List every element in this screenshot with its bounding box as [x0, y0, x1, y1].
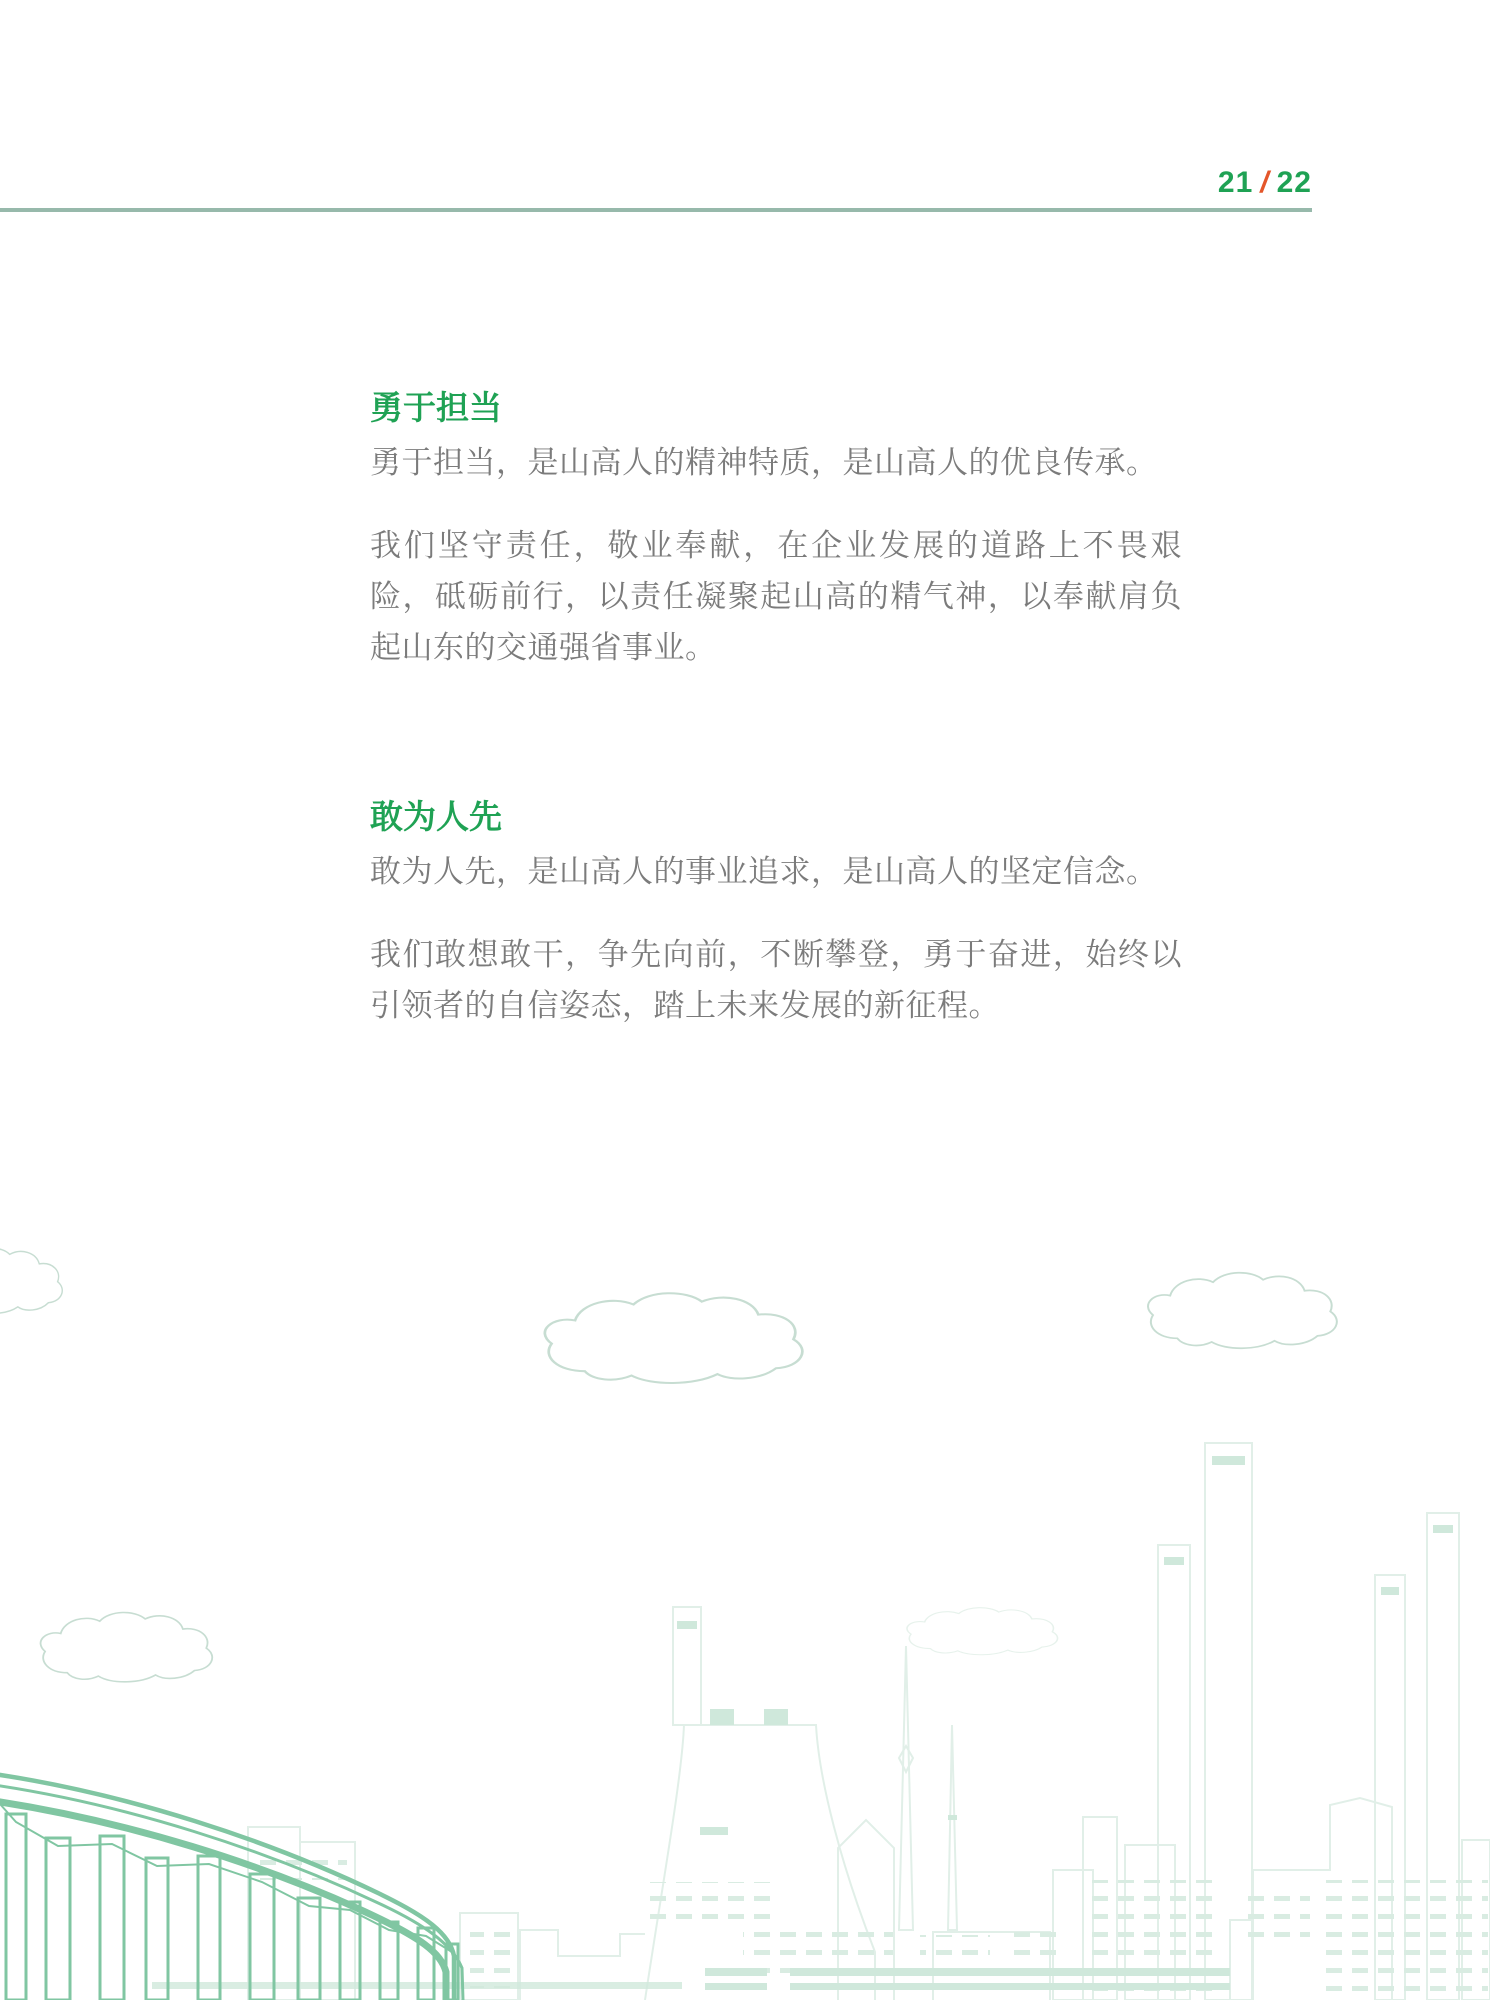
footer-illustration	[0, 1230, 1490, 2000]
section-ganweirenxian	[370, 797, 1182, 1031]
section-paragraph: 勇于担当，是山高人的精神特质，是山高人的优良传承。	[370, 445, 1158, 480]
stadium-bridge-arc-icon	[0, 1774, 463, 2000]
header-rule	[0, 208, 1312, 212]
section-paragraph: 我们坚守责任，敬业奉献，在企业发展的道路上不畏艰险，砥砺前行，以责任凝聚起山高的精气神，以奉献肩负起山东的交通强省事业。	[370, 528, 1182, 665]
city-skyline-icon	[152, 1443, 1490, 2000]
page-number	[0, 166, 1312, 200]
page-number-separator: /	[1260, 166, 1270, 199]
section-yongyudandang	[370, 388, 1182, 673]
section-heading: 勇于担当	[370, 389, 502, 426]
page-number-current: 21	[1217, 166, 1254, 199]
section-heading: 敢为人先	[370, 798, 502, 835]
section-paragraph: 我们敢想敢干，争先向前，不断攀登，勇于奋进，始终以引领者的自信姿态，踏上未来发展的新征程。	[370, 937, 1182, 1023]
section-paragraph: 敢为人先，是山高人的事业追求，是山高人的坚定信念。	[370, 854, 1158, 889]
cloud-outline-icon	[0, 1248, 1337, 1681]
page-number-total: 22	[1276, 166, 1312, 199]
content	[370, 388, 1182, 1031]
